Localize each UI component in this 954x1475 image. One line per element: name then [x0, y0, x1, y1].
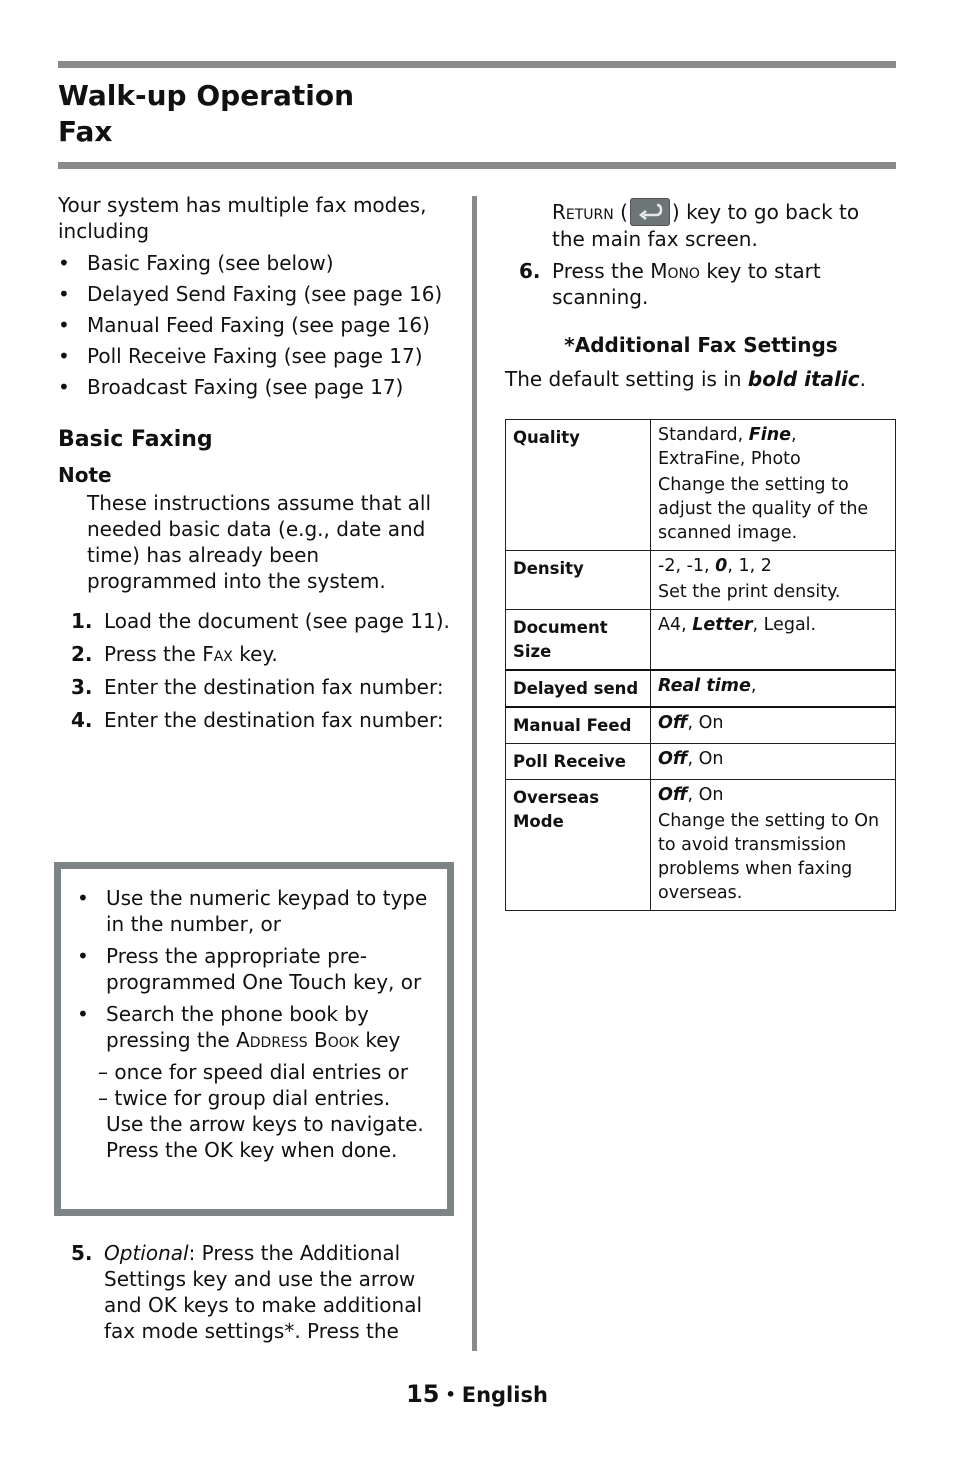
list-item: • Poll Receive Faxing (see page 17) [58, 344, 423, 368]
page-footer [0, 1380, 954, 1408]
settings-table [505, 419, 896, 911]
setting-name: Document Size [506, 610, 651, 671]
table-row [506, 780, 896, 911]
fax-key-name: Fax [202, 642, 233, 666]
step-3: 3. Enter the destination fax number: [71, 675, 444, 699]
setting-name: Quality [506, 420, 651, 551]
table-row [506, 707, 896, 744]
bullet-icon: • [58, 251, 70, 275]
page-number: 15 [406, 1380, 440, 1408]
setting-values: A4, Letter, Legal. [651, 610, 896, 671]
dash-line: – once for speed dial entries or [98, 1060, 409, 1084]
steps-list [58, 608, 450, 733]
list-item: • Press the appropriate pre-programmed One Touch key, or [77, 944, 422, 994]
setting-values: Real time, [651, 670, 896, 707]
header-rule-top [58, 61, 896, 68]
setting-description: Change the setting to On to avoid transmission problems when faxing overseas. [658, 811, 880, 903]
setting-description: Set the print density. [658, 582, 841, 602]
step-6: 6. Press the Mono key to start scanning. [519, 259, 821, 309]
bullet-icon: • [58, 344, 70, 368]
list-item: • Basic Faxing (see below) [58, 251, 334, 275]
setting-name: Density [506, 551, 651, 610]
table-row [506, 670, 896, 707]
footer-bullet: • [445, 1385, 456, 1404]
setting-values: Off, On [651, 744, 896, 780]
dial-options-list [69, 885, 439, 1053]
setting-name: Poll Receive [506, 744, 651, 780]
setting-values: Off, On Change the setting to On to avoid transmission problems when faxing overseas. [651, 780, 896, 911]
setting-name: Overseas Mode [506, 780, 651, 911]
dial-options-box [54, 862, 454, 1216]
list-item: • Manual Feed Faxing (see page 16) [58, 313, 430, 337]
table-row [506, 551, 896, 610]
note-label: Note [58, 463, 112, 487]
header-rule-bottom [58, 162, 896, 169]
column-divider [472, 196, 477, 1351]
bullet-icon: • [58, 313, 70, 337]
instruction-line: Use the arrow keys to navigate. [106, 1112, 424, 1136]
mono-key-name: Mono [650, 259, 700, 283]
setting-name: Delayed send [506, 670, 651, 707]
intro-text: Your system has multiple fax modes, including [58, 193, 427, 243]
bullet-icon: • [77, 944, 89, 968]
table-row [506, 744, 896, 780]
step-2: 2. Press the Fax key. [71, 642, 278, 666]
table-row [506, 420, 896, 551]
settings-heading: *Additional Fax Settings [564, 333, 838, 357]
setting-description: Change the setting to adjust the quality of the scanned image. [658, 475, 869, 543]
bullet-icon: • [58, 282, 70, 306]
page-title: Walk-up Operation [58, 79, 355, 112]
bullet-icon: • [58, 375, 70, 399]
setting-values: Off, On [651, 707, 896, 744]
return-arrow-icon [630, 198, 670, 226]
dash-line: – twice for group dial entries. [98, 1086, 391, 1110]
fax-mode-list [58, 250, 450, 400]
setting-values: -2, -1, 0, 1, 2 Set the print density. [651, 551, 896, 610]
optional-label: Optional [104, 1241, 189, 1265]
note-text: These instructions assume that all needed basic data (e.g., date and time) has already been programmed into the system. [87, 491, 432, 593]
instruction-line: Press the OK key when done. [106, 1138, 398, 1162]
step-5: 5. Optional: Press the Additional Settings key and use the arrow and OK keys to make additional fax mode settings*. Press the [71, 1241, 423, 1343]
footer-language: English [461, 1383, 548, 1407]
step-4: 4. Enter the destination fax number: [71, 708, 444, 732]
right-column [505, 198, 897, 392]
return-key-name: Return [552, 200, 614, 224]
settings-default-note: The default setting is in bold italic. [505, 367, 866, 391]
page-subtitle: Fax [58, 115, 113, 148]
setting-values: Standard, Fine, ExtraFine, Photo Change the setting to adjust the quality of the scanned image. [651, 420, 896, 551]
step-1: 1. Load the document (see page 11). [71, 609, 450, 633]
bullet-icon: • [77, 1002, 89, 1026]
list-item: • Search the phone book by pressing the Address Book key [77, 1002, 401, 1052]
list-item: • Use the numeric keypad to type in the number, or [77, 886, 428, 936]
section-heading: Basic Faxing [58, 427, 213, 452]
table-row [506, 610, 896, 671]
list-item: • Delayed Send Faxing (see page 16) [58, 282, 443, 306]
left-column [58, 192, 450, 740]
step-5-continued: Return ( ) key to go back to the main fax screen. [552, 200, 860, 251]
bullet-icon: • [77, 886, 89, 910]
address-book-key-name: Address Book [236, 1028, 359, 1052]
list-item: • Broadcast Faxing (see page 17) [58, 375, 404, 399]
setting-name: Manual Feed [506, 707, 651, 744]
